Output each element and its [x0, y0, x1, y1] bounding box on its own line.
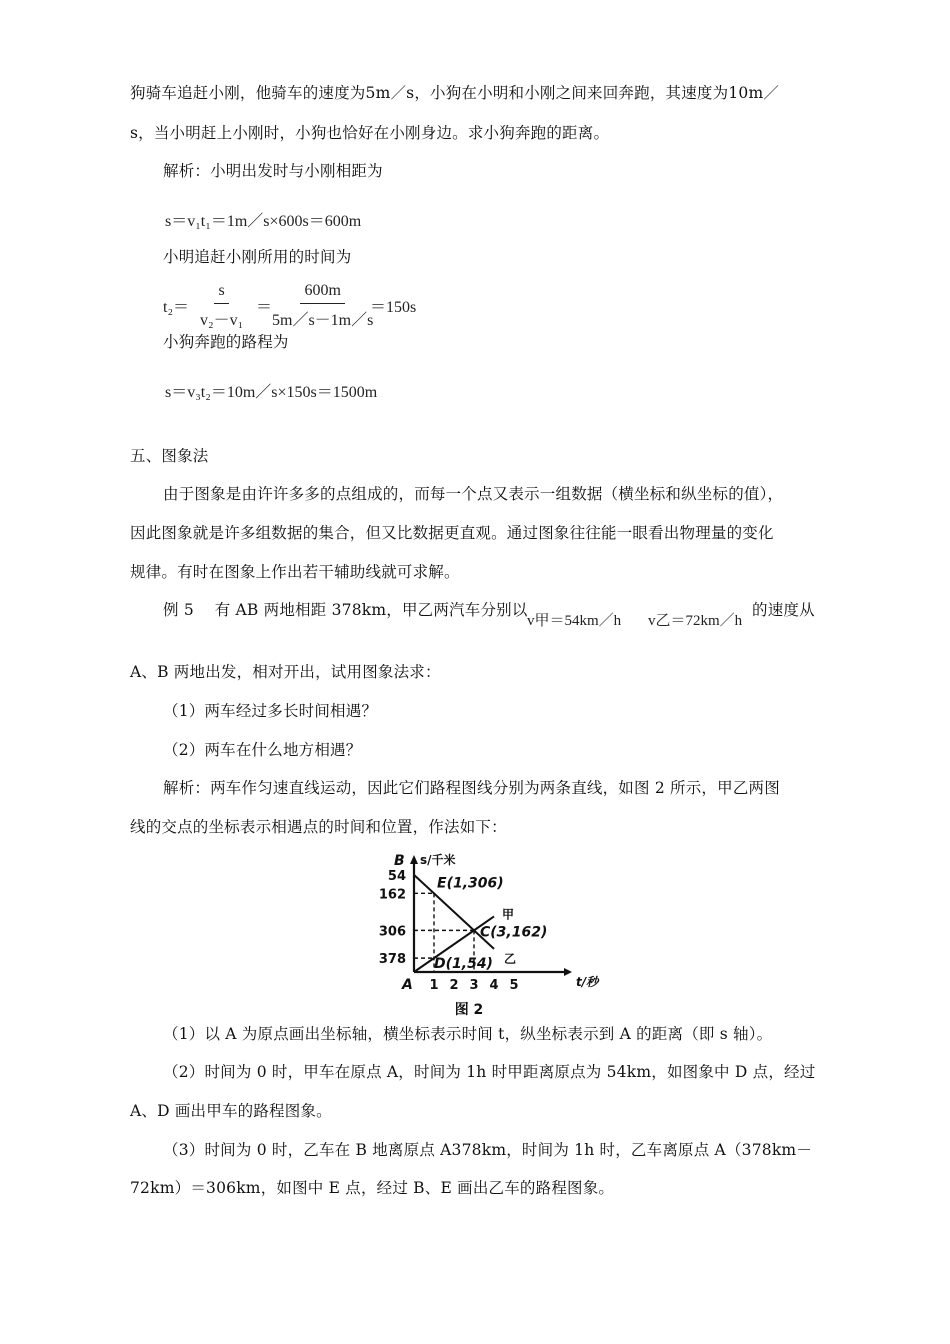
text-line: 解析：小明出发时与小刚相距为 [163, 162, 383, 180]
point-e-label: E(1,306) [437, 875, 504, 892]
text-line: 规律。有时在图象上作出若干辅助线就可求解。 [130, 563, 460, 581]
formula-v-yi: v乙＝72km／h [648, 613, 743, 629]
text-line: 线的交点的坐标表示相遇点的时间和位置，作法如下： [130, 818, 507, 836]
question-2: （2）两车在什么地方相遇？ [163, 741, 362, 759]
text-line: 狗骑车追赶小刚，他骑车的速度为5m／s，小狗在小明和小刚之间来回奔跑，其速度为10m／ [130, 84, 780, 102]
fraction-denominator: v₂－v₁ [200, 312, 244, 329]
series-label-yi: 乙 [504, 951, 517, 966]
question-1: （1）两车经过多长时间相遇？ [163, 702, 378, 720]
x-tick-label: 2 [449, 978, 459, 993]
fraction-numerator: s [214, 282, 228, 304]
y-tick-label: 306 [378, 924, 406, 940]
y-tick-label: 162 [378, 887, 406, 903]
text-line: 72km）＝306km，如图中 E 点，经过 B、E 画出乙车的路程图象。 [130, 1179, 615, 1197]
fraction-numerator: 600m [300, 282, 344, 304]
text-line: A、D 画出甲车的路程图象。 [130, 1102, 332, 1120]
x-tick-label: 5 [509, 978, 519, 993]
figure-caption: 图 2 [454, 1002, 484, 1018]
text-line: 因此图象就是许多组数据的集合，但又比数据更直观。通过图象往往能一眼看出物理量的变化 [130, 524, 774, 542]
text-line: 小明追赶小刚所用的时间为 [163, 248, 352, 266]
point-c-label: C(3,162) [480, 924, 548, 941]
text-line: A、B 两地出发，相对开出，试用图象法求： [130, 663, 441, 681]
text-line: 由于图象是由许许多多的点组成的，而每一个点又表示一组数据（横坐标和纵坐标的值）， [163, 485, 784, 503]
y-axis-label: s/千米 [420, 853, 456, 867]
x-tick-label: 1 [429, 978, 439, 993]
text-line: 的速度从 [752, 601, 815, 619]
text-line: 解析：两车作匀速直线运动，因此它们路程图线分别为两条直线，如图 2 所示，甲乙两图 [163, 779, 780, 797]
step-2: （2）时间为 0 时，甲车在原点 A，时间为 1h 时甲距离原点为 54km，如图象中 D 点，经过 [163, 1063, 816, 1081]
formula-distance: s＝v₁t₁＝1m／s×600s＝600m [165, 213, 362, 230]
x-tick-label: 4 [489, 978, 499, 993]
formula-time-rhs: ＝150s [370, 299, 417, 316]
origin-label: A [402, 977, 413, 993]
series-label-jia: 甲 [502, 907, 515, 922]
section-heading: 五、图象法 [130, 447, 209, 465]
y-tick-label: 54 [387, 868, 406, 884]
fraction-denominator: 5m／s－1m／s [272, 312, 374, 329]
point-d-label: D(1,54) [434, 956, 493, 973]
figure-2-chart [366, 852, 599, 1020]
formula-v-jia: v甲＝54km／h [527, 613, 622, 629]
formula-dog-distance: s＝v₃t₂＝10m／s×150s＝1500m [165, 384, 378, 401]
text-line: 例 5 有 AB 两地相距 378km，甲乙两汽车分别以 [163, 601, 528, 619]
y-axis-arrow [410, 855, 418, 864]
x-axis-label: t/秒 [576, 975, 599, 989]
step-1: （1）以 A 为原点画出坐标轴，横坐标表示时间 t，纵坐标表示到 A 的距离（即 s 轴）。 [163, 1025, 773, 1043]
y-tick-label: 378 [378, 952, 406, 968]
formula-fraction-2 [268, 282, 377, 330]
formula-equals: ＝ [256, 299, 273, 316]
step-3: （3）时间为 0 时，乙车在 B 地离原点 A378km，时间为 1h 时，乙车离原点 A（378km－ [163, 1141, 813, 1159]
x-axis-arrow [564, 968, 572, 976]
text-line: 小狗奔跑的路程为 [163, 333, 289, 351]
text-line: s，当小明赶上小刚时，小狗也恰好在小刚身边。求小狗奔跑的距离。 [130, 124, 610, 142]
point-b-label: B [394, 852, 405, 869]
x-tick-label: 3 [469, 978, 479, 993]
formula-time-lhs: t₂＝ [163, 299, 190, 316]
formula-fraction-1 [196, 282, 247, 330]
